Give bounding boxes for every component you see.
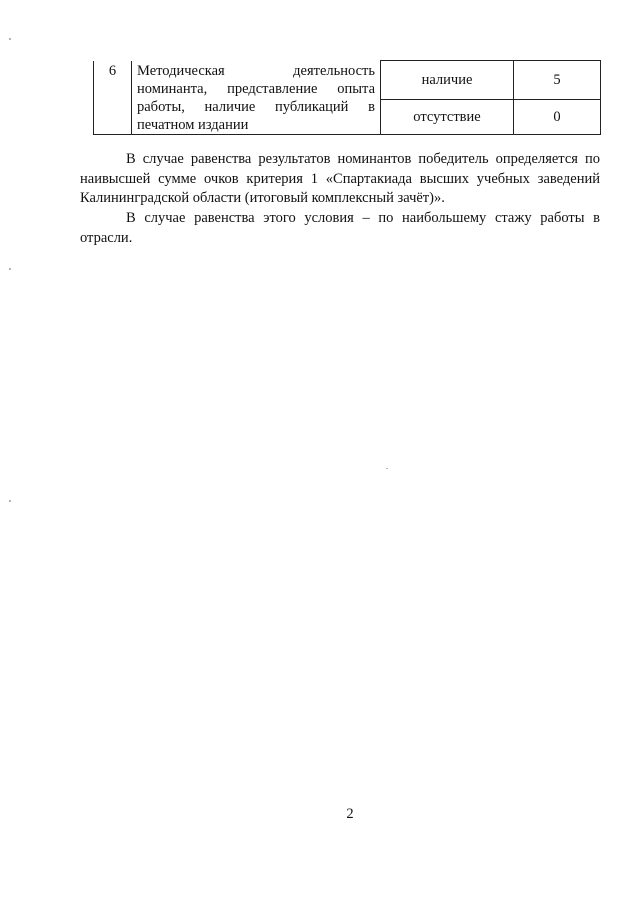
option-cell xyxy=(381,61,514,100)
paragraph-tie-break: В случае равенства этого условия – по наибольшему стажу работы в отрасли. xyxy=(80,210,600,246)
row-number-cell xyxy=(94,61,132,135)
option-score: 5 xyxy=(553,71,561,88)
page-number: 2 xyxy=(346,806,354,822)
score-cell xyxy=(514,61,601,100)
criteria-table xyxy=(93,60,601,135)
table-row xyxy=(94,61,601,100)
scan-mark xyxy=(9,38,11,40)
criterion-line: работы, наличие публикаций в xyxy=(137,98,375,115)
row-number: 6 xyxy=(108,62,117,79)
option-score: 0 xyxy=(553,108,561,125)
scan-mark xyxy=(386,468,388,469)
criterion-description-cell xyxy=(132,61,381,135)
score-cell xyxy=(514,99,601,134)
scan-mark xyxy=(9,268,11,270)
option-label: отсутствие xyxy=(413,108,481,125)
paragraph-tie-rule: В случае равенства результатов номинантов победитель определяется по наивысшей сумме очков критерия 1 «Спартакиада высших учебных заведений Калининградской области (итоговый комплексный зачёт)». xyxy=(80,151,600,206)
criterion-line: печатном издании xyxy=(137,116,249,133)
criterion-line: номинанта, представление опыта xyxy=(137,80,375,97)
criterion-line: Методическая деятельность xyxy=(137,62,375,79)
option-label: наличие xyxy=(421,71,473,88)
option-cell xyxy=(381,99,514,134)
scan-mark xyxy=(9,500,11,502)
